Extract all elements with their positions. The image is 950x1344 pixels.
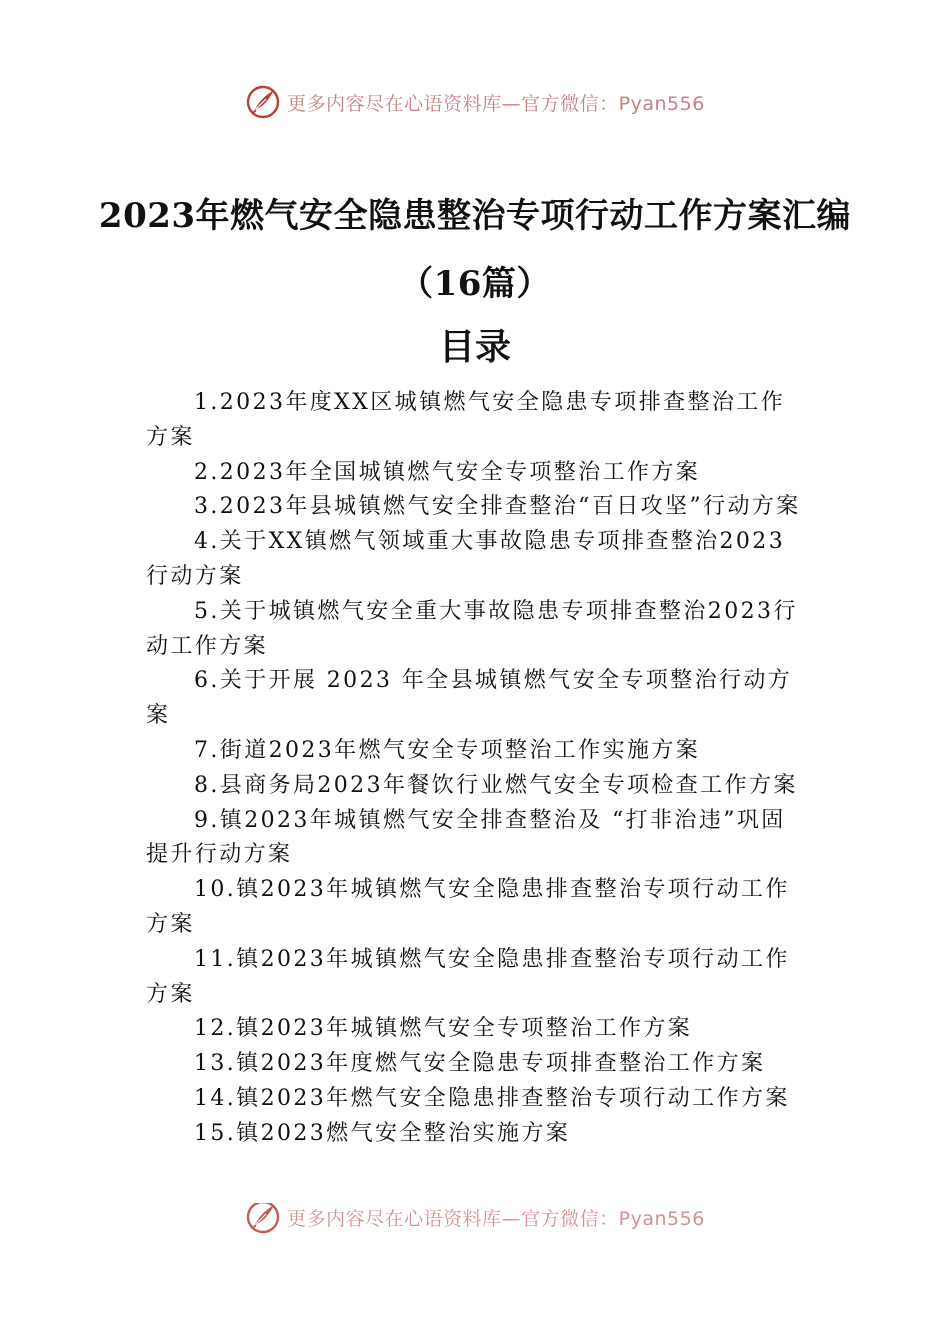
toc-item: 6.关于开展 2023 年全县城镇燃气安全专项整治行动方案 (146, 668, 793, 729)
table-of-contents (146, 386, 808, 1152)
toc-item: 3.2023年县城镇燃气安全排查整治“百日攻坚”行动方案 (194, 494, 801, 520)
toc-item: 10.镇2023年城镇燃气安全隐患排查整治专项行动工作方案 (146, 877, 790, 937)
watermark-banner-top (0, 82, 950, 122)
toc-heading: 目录 (438, 326, 511, 368)
watermark-text: 更多内容尽在心语资料库—官方微信：Pyan556 (287, 1207, 705, 1230)
document-title: 2023年燃气安全隐患整治专项行动工作方案汇编（16篇） (98, 196, 852, 304)
toc-item: 11.镇2023年城镇燃气安全隐患排查整治专项行动工作方案 (146, 946, 790, 1007)
watermark-content (245, 1203, 705, 1235)
toc-item: 1.2023年度XX区城镇燃气安全隐患专项排查整治工作方案 (146, 390, 786, 450)
toc-item: 15.镇2023燃气安全整治实施方案 (194, 1120, 571, 1146)
toc-item: 9.镇2023年城镇燃气安全排查整治及 “打非治违”巩固提升行动方案 (146, 807, 786, 868)
toc-item: 5.关于城镇燃气安全重大事故隐患专项排查整治2023行动工作方案 (146, 598, 798, 659)
toc-item: 2.2023年全国城镇燃气安全专项整治工作方案 (194, 459, 701, 485)
watermark-text: 更多内容尽在心语资料库—官方微信：Pyan556 (287, 92, 705, 115)
toc-item: 4.关于XX镇燃气领域重大事故隐患专项排查整治2023行动方案 (146, 529, 786, 589)
toc-item: 14.镇2023年燃气安全隐患排查整治专项行动工作方案 (194, 1085, 790, 1111)
toc-item: 12.镇2023年城镇燃气安全专项整治工作方案 (194, 1016, 693, 1042)
toc-item: 13.镇2023年度燃气安全隐患专项排查整治工作方案 (194, 1051, 766, 1077)
quill-logo-icon (245, 84, 281, 120)
quill-logo-icon (245, 1203, 281, 1235)
toc-item: 8.县商务局2023年餐饮行业燃气安全专项检查工作方案 (194, 772, 798, 798)
toc-item: 7.街道2023年燃气安全专项整治工作实施方案 (194, 737, 701, 763)
watermark-content (245, 84, 705, 120)
watermark-banner-bottom (0, 1203, 950, 1237)
